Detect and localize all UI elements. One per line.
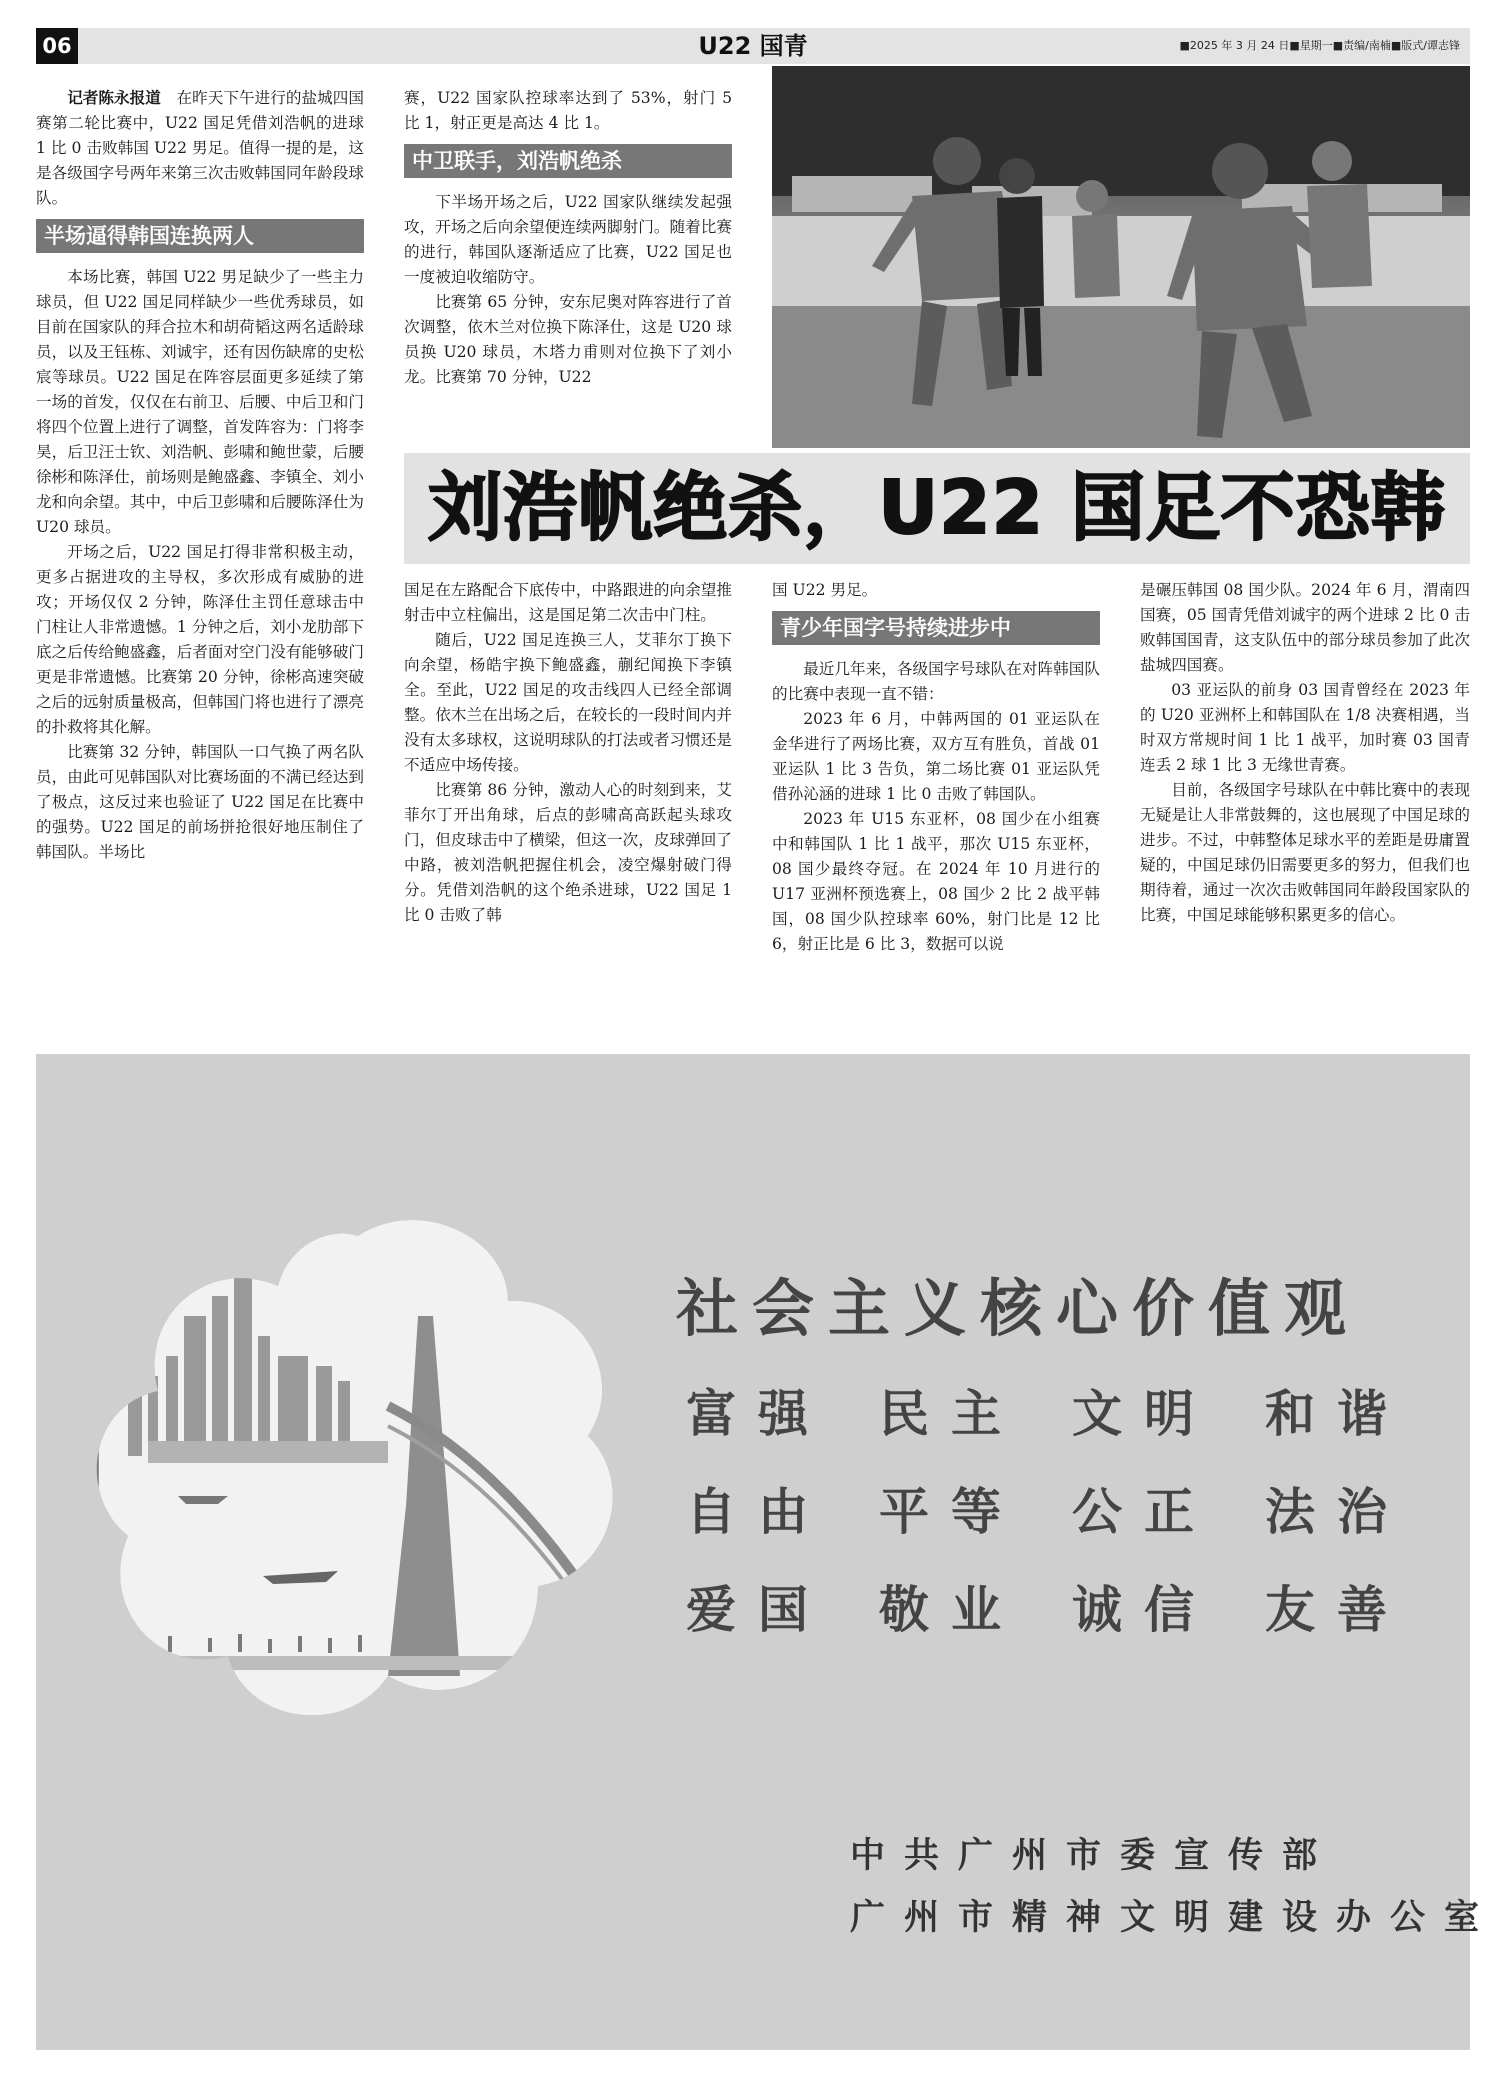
core-value: 敬业 [879, 1580, 1023, 1639]
paragraph: 03 亚运队的前身 03 国青曾经在 2023 年的 U20 亚洲杯上和韩国队在 1/8 决赛相遇，当时双方常规时间 1 比 1 战平，加时赛 03 国青连丢 2 球 1 比 3 无缘世青赛。 [1140, 681, 1470, 774]
paragraph: 随后，U22 国足连换三人，艾菲尔丁换下向余望，杨皓宇换下鲍盛鑫，蒯纪闻换下李镇全。至此，U22 国足的攻击线四人已经全部调整。依木兰在出场之后，在较长的一段时间内并没有太多球权，这说明球队的打法或者习惯还是不适应中场传接。 [404, 631, 732, 774]
article-column-4 [1140, 578, 1470, 928]
paragraph: 比赛第 32 分钟，韩国队一口气换了两名队员，由此可见韩国队对比赛场面的不满已经达到了极点，这反过来也验证了 U22 国足在比赛中的强势。U22 国足的前场拼抢很好地压制住了韩国队。半场比 [36, 743, 364, 861]
headline: 刘浩帆绝杀，U22 国足不恐韩 [428, 465, 1446, 551]
subhead-first-half: 半场逼得韩国连换两人 [36, 219, 364, 253]
core-value: 诚信 [1072, 1580, 1216, 1639]
paragraph: 开场之后，U22 国足打得非常积极主动，更多占据进攻的主导权，多次形成有威胁的进攻；开场仅仅 2 分钟，陈泽仕主罚任意球击中门柱让人非常遗憾。1 分钟之后，刘小龙肋部下底之后传给鲍盛鑫，后者面对空门没有能够破门更是非常遗憾。比赛第 20 分钟，徐彬高速突破之后的远射质量极高，但韩国门将也进行了漂亮的扑救将其化解。 [36, 543, 364, 736]
paragraph-continued: 国足在左路配合下底传中，中路跟进的向余望推射击中立柱偏出，这是国足第二次击中门柱。 [404, 581, 732, 624]
match-photo [772, 66, 1470, 448]
paragraph: 2023 年 6 月，中韩两国的 01 亚运队在金华进行了两场比赛，双方互有胜负，首战 01 亚运队 1 比 3 告负，第二场比赛 01 亚运队凭借孙沁涵的进球 1 比 0 击败了韩国队。 [772, 710, 1100, 803]
lead-paragraph [36, 86, 364, 211]
paragraph: 比赛第 65 分钟，安东尼奥对阵容进行了首次调整，依木兰对位换下陈泽仕，这是 U20 球员换 U20 球员，木塔力甫则对位换下了刘小龙。比赛第 70 分钟，U22 [404, 293, 732, 386]
core-value: 文明 [1072, 1384, 1216, 1443]
public-service-ad [36, 1054, 1499, 2050]
page-header [36, 28, 1470, 64]
subhead-second-half: 中卫联手，刘浩帆绝杀 [404, 144, 732, 178]
core-value: 友善 [1265, 1580, 1409, 1639]
subhead-youth-progress: 青少年国字号持续进步中 [772, 611, 1100, 645]
core-value: 民主 [879, 1384, 1023, 1443]
ink-painting-illustration [88, 1206, 628, 1736]
paragraph-continued: 国 U22 男足。 [772, 581, 878, 599]
core-value: 富强 [686, 1384, 830, 1443]
article-column-2-bottom [404, 578, 732, 928]
paragraph: 本场比赛，韩国 U22 男足缺少了一些主力球员，但 U22 国足同样缺少一些优秀球员，如目前在国家队的拜合拉木和胡荷韬这两名适龄球员，以及王钰栋、刘诚宇，还有因伤缺席的史松宸等球员。U22 国足在阵容层面更多延续了第一场的首发，仅仅在右前卫、后腰、中后卫和门将四个位置上进行了调整，首发阵容为：门将李昊，后卫汪士钦、刘浩帆、彭啸和鲍世蒙，后腰徐彬和陈泽仕，前场则是鲍盛鑫、李镇全、刘小龙和向余望。其中，中后卫彭啸和后腰陈泽仕为 U20 球员。 [36, 268, 364, 536]
core-value: 和谐 [1265, 1384, 1409, 1443]
players-celebrating-photo [772, 66, 1470, 448]
paragraph: 2023 年 U15 东亚杯，08 国少在小组赛中和韩国队 1 比 1 战平，那次 U15 东亚杯，08 国少最终夺冠。在 2024 年 10 月进行的 U17 亚洲杯预选赛上，08 国少 2 比 2 战平韩国，08 国少队控球率 60%，射门比是 12 比 6，射正比是 6 比 3，数据可以说 [772, 810, 1100, 953]
section-name: U22 国青 [698, 32, 808, 60]
sponsor-org-1: 中共广州市委宣传部 [850, 1836, 1337, 1876]
core-value: 爱国 [686, 1580, 830, 1639]
lead-text: 在昨天下午进行的盐城四国赛第二轮比赛中，U22 国足凭借刘浩帆的进球 1 比 0 击败韩国 U22 男足。值得一提的是，这是各级国字号两年来第三次击败韩国同年龄段球队。 [36, 89, 364, 207]
core-value: 法治 [1265, 1482, 1409, 1541]
issue-info: ■2025 年 3 月 24 日■星期一■责编/南楠■版式/谭志锋 [1179, 39, 1460, 52]
article-column-3 [772, 578, 1100, 957]
core-value: 平等 [879, 1482, 1023, 1541]
core-value: 公正 [1072, 1482, 1216, 1541]
paragraph-continued: 赛，U22 国家队控球率达到了 53%，射门 5 比 1，射正更是高达 4 比 1。 [404, 89, 732, 132]
paragraph: 下半场开场之后，U22 国家队继续发起强攻，开场之后向余望便连续两脚射门。随着比赛的进行，韩国队逐渐适应了比赛，U22 国足也一度被迫收缩防守。 [404, 193, 732, 286]
article-column-1 [36, 86, 364, 865]
article-column-2-top [404, 86, 732, 390]
paragraph: 比赛第 86 分钟，激动人心的时刻到来，艾菲尔丁开出角球，后点的彭啸高高跃起头球攻门，但皮球击中了横梁，但这一次，皮球弹回了中路，被刘浩帆把握住机会，凌空爆射破门得分。凭借刘浩帆的这个绝杀进球，U22 国足 1 比 0 击败了韩 [404, 781, 732, 924]
paragraph: 最近几年来，各级国字号球队在对阵韩国队的比赛中表现一直不错： [772, 660, 1100, 703]
core-value: 自由 [686, 1482, 830, 1541]
byline: 记者陈永报道 [67, 89, 161, 107]
headline-band [404, 453, 1470, 564]
paragraph: 目前，各级国字号球队在中韩比赛中的表现无疑是让人非常鼓舞的，这也展现了中国足球的进步。不过，中韩整体足球水平的差距是毋庸置疑的，中国足球仍旧需要更多的努力，但我们也期待着，通过一次次击败韩国同年龄段国家队的比赛，中国足球能够积累更多的信心。 [1140, 781, 1470, 924]
sponsor-org-2: 广州市精神文明建设办公室 [850, 1898, 1499, 1938]
core-values-title: 社会主义核心价值观 [676, 1272, 1361, 1345]
paragraph-continued: 是碾压韩国 08 国少队。2024 年 6 月，渭南四国赛，05 国青凭借刘诚宇的两个进球 2 比 0 击败韩国国青，这支队伍中的部分球员参加了此次盐城四国赛。 [1140, 581, 1470, 674]
page-number: 06 [36, 28, 78, 64]
